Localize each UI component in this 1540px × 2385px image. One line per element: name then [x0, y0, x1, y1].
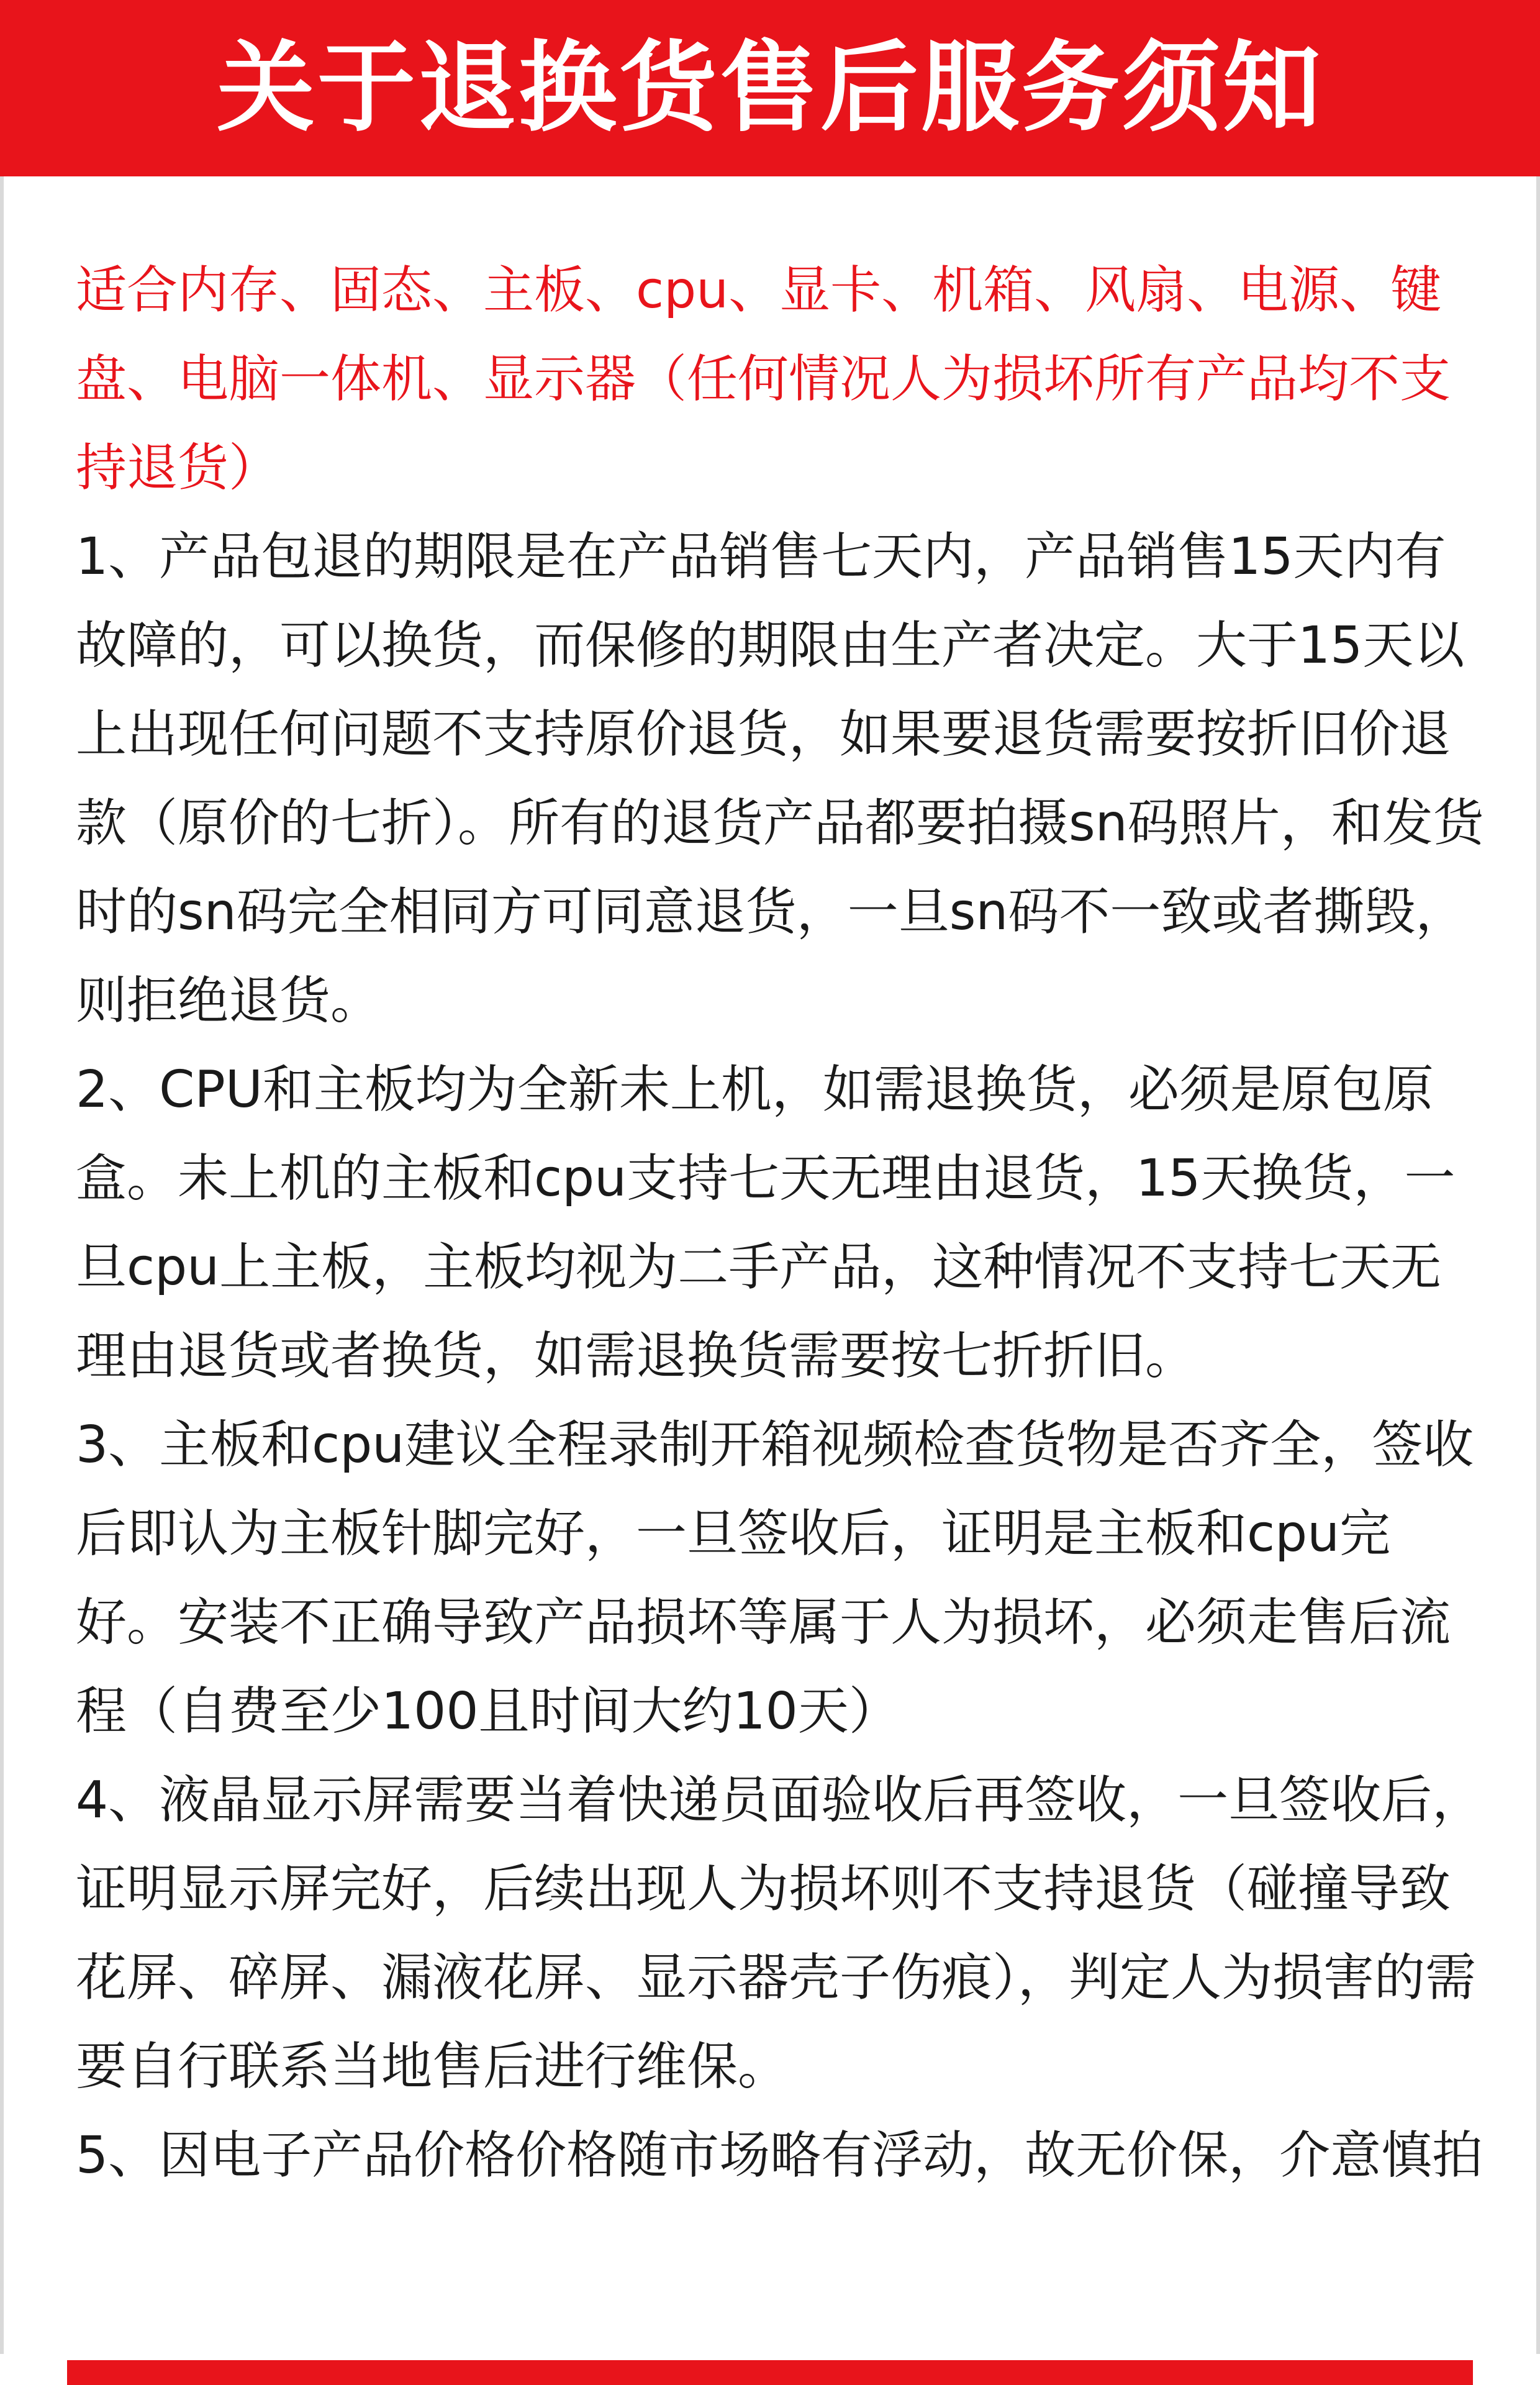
applicable-products-note: 适合内存、固态、主板、cpu、显卡、机箱、风扇、电源、键盘、电脑一体机、显示器（任何情况人为损坏所有产品均不支持退货） — [76, 261, 1451, 497]
policy-item-3: 3、主板和cpu建议全程录制开箱视频检查货物是否齐全，签收后即认为主板针脚完好，一旦签收后，证明是主板和cpu完好。安装不正确导致产品损坏等属于人为损坏，必须走售后流程（自费至少100且时间大约10天） — [76, 1415, 1474, 1741]
page-title: 关于退换货售后服务须知 — [217, 31, 1323, 145]
policy-item-2: 2、CPU和主板均为全新未上机，如需退换货，必须是原包原盒。未上机的主板和cpu支持七天无理由退货，15天换货，一旦cpu上主板，主板均视为二手产品，这种情况不支持七天无理由退货或者换货，如需退换货需要按七折折旧。 — [76, 1060, 1456, 1386]
header-banner — [0, 0, 1540, 176]
left-border — [0, 176, 4, 2354]
notice-body — [76, 246, 1485, 2200]
policy-item-4: 4、液晶显示屏需要当着快递员面验收后再签收，一旦签收后，证明显示屏完好，后续出现人为损坏则不支持退货（碰撞导致花屏、碎屏、漏液花屏、显示器壳子伤痕），判定人为损害的需要自行联系当地售后进行维保。 — [76, 1771, 1483, 2096]
right-border — [1536, 176, 1540, 2354]
policy-item-5: 5、因电子产品价格价格随市场略有浮动，故无价保，介意慎拍 — [76, 2126, 1483, 2185]
footer-bar — [67, 2360, 1473, 2385]
policy-item-1: 1、产品包退的期限是在产品销售七天内，产品销售15天内有故障的，可以换货，而保修的期限由生产者决定。大于15天以上出现任何问题不支持原价退货，如果要退货需要按折旧价退款（原价的七折）。所有的退货产品都要拍摄sn码照片，和发货时的sn码完全相同方可同意退货，一旦sn码不一致或者撕毁，则拒绝退货。 — [76, 527, 1484, 1030]
